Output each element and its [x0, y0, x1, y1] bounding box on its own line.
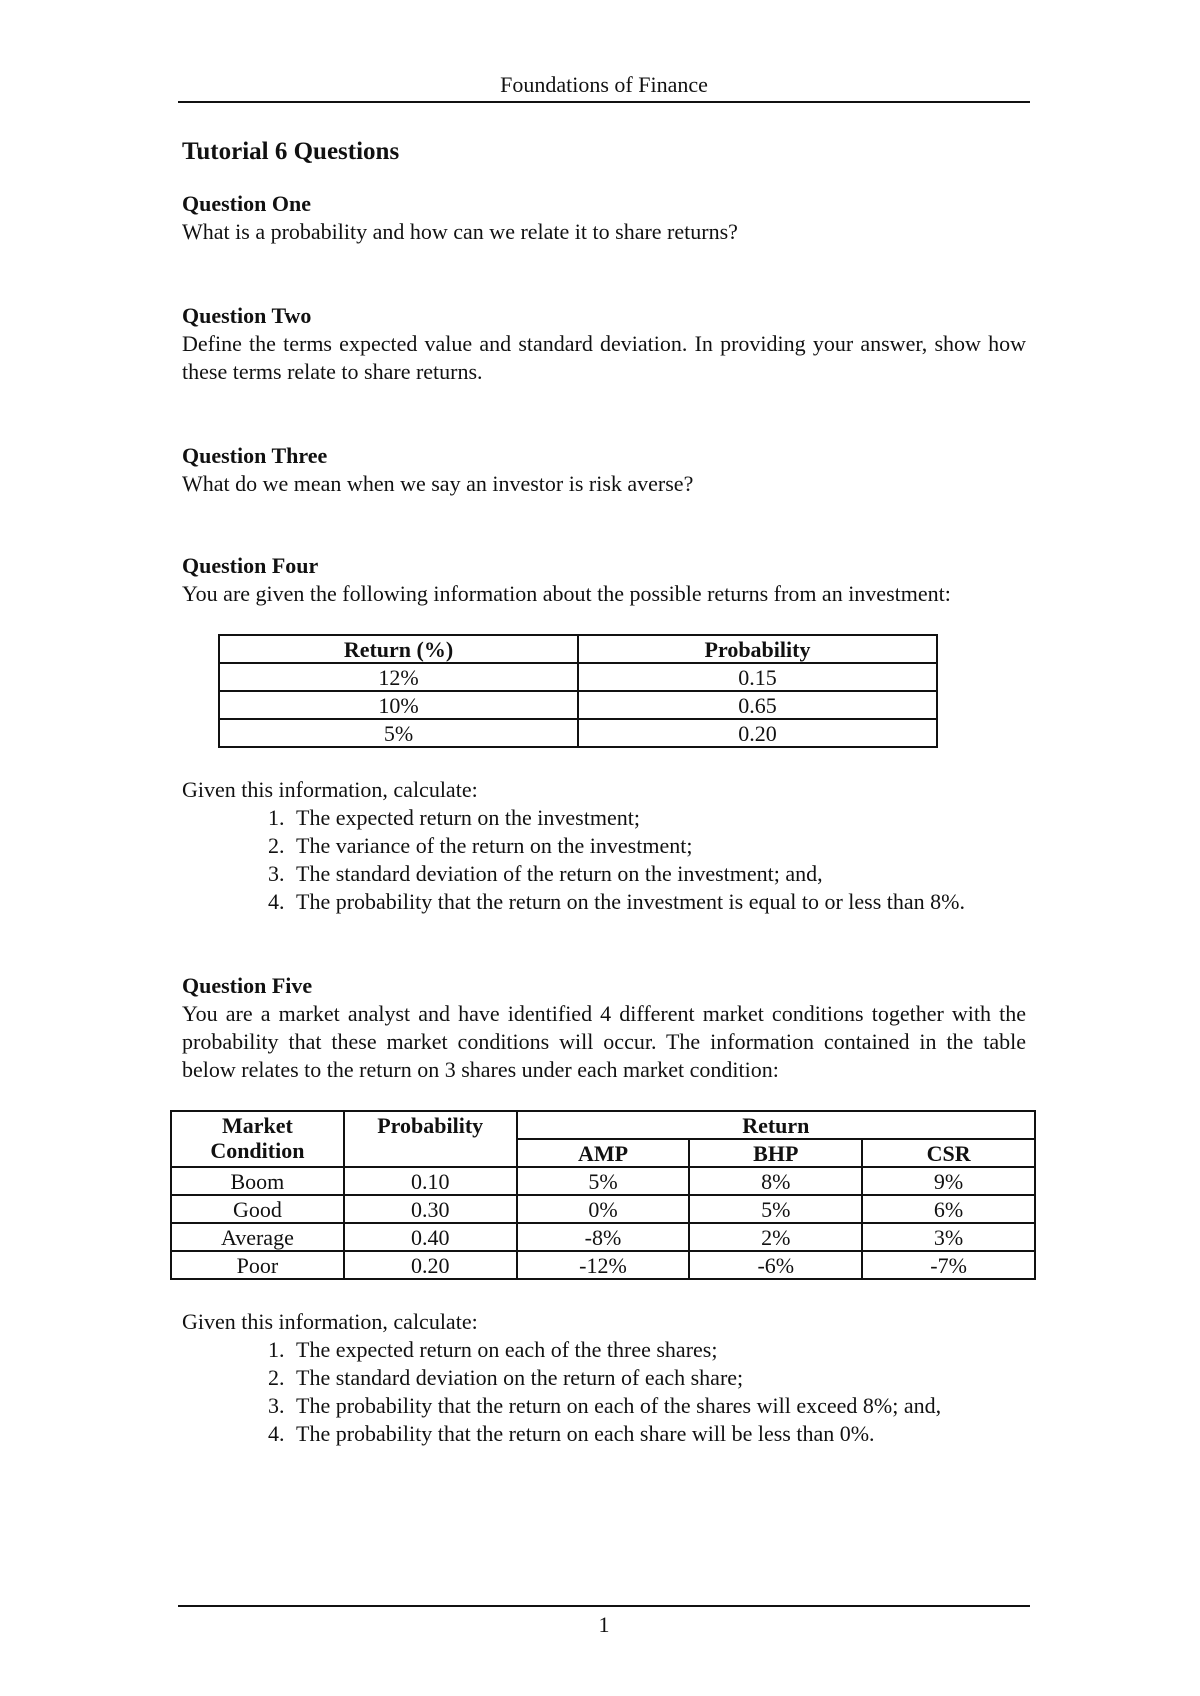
table-cell: 3% [862, 1223, 1035, 1251]
footer-rule [178, 1605, 1030, 1607]
table-row [219, 719, 937, 747]
question-five [182, 972, 1026, 1448]
question-title: Question Three [182, 443, 328, 468]
list-item: 3. The standard deviation of the return on the investment; and, [290, 860, 1026, 888]
running-header: Foundations of Finance [500, 72, 708, 97]
market-conditions-table [170, 1110, 1036, 1280]
table-header-cell: BHP [689, 1139, 862, 1167]
table-cell: 0.20 [344, 1251, 517, 1279]
list-item: 3. The probability that the return on each of the shares will exceed 8%; and, [290, 1392, 1026, 1420]
page-content [182, 132, 1026, 1448]
question-title: Question Two [182, 303, 312, 328]
table-row [171, 1167, 1035, 1195]
table-cell: 6% [862, 1195, 1035, 1223]
table-cell: 0% [517, 1195, 690, 1223]
question-title: Question One [182, 191, 311, 216]
task-list [182, 1336, 1026, 1448]
question-text: Define the terms expected value and standard deviation. In providing your answer, show how these terms relate to share returns. [182, 331, 1026, 384]
question-two [182, 302, 1026, 386]
page-title: Tutorial 6 Questions [182, 138, 400, 165]
table-cell: Poor [171, 1251, 344, 1279]
table-header-cell: Return (%) [219, 635, 578, 663]
table-cell: 0.30 [344, 1195, 517, 1223]
table-header-cell: Probability [344, 1111, 517, 1167]
table-row [171, 1223, 1035, 1251]
page-number: 1 [598, 1612, 610, 1637]
table-cell: 5% [517, 1167, 690, 1195]
question-one [182, 190, 1026, 246]
table-cell: 0.10 [344, 1167, 517, 1195]
question-text: What do we mean when we say an investor is risk averse? [182, 471, 694, 496]
task-list [182, 804, 1026, 916]
table-cell: -6% [689, 1251, 862, 1279]
question-title: Question Four [182, 553, 319, 578]
table-cell: -7% [862, 1251, 1035, 1279]
table-cell: 2% [689, 1223, 862, 1251]
list-item: 4. The probability that the return on the investment is equal to or less than 8%. [290, 888, 1026, 916]
table-cell: 12% [219, 663, 578, 691]
returns-table [218, 634, 938, 748]
table-cell: 9% [862, 1167, 1035, 1195]
table-header-cell: Market Condition [171, 1111, 344, 1167]
list-item: 4. The probability that the return on each share will be less than 0%. [290, 1420, 1026, 1448]
question-four [182, 552, 1026, 916]
list-item: 2. The standard deviation on the return of each share; [290, 1364, 1026, 1392]
list-item: 1. The expected return on each of the three shares; [290, 1336, 1026, 1364]
instruction-text: Given this information, calculate: [182, 777, 478, 802]
table-header-row [219, 635, 937, 663]
table-cell: 10% [219, 691, 578, 719]
table-cell: Boom [171, 1167, 344, 1195]
table-cell: 5% [689, 1195, 862, 1223]
question-title: Question Five [182, 973, 313, 998]
table-row [171, 1251, 1035, 1279]
instruction-text: Given this information, calculate: [182, 1309, 478, 1334]
table-header-row [171, 1111, 1035, 1139]
header-rule [178, 101, 1030, 103]
table-cell: 0.20 [578, 719, 937, 747]
table-cell: 0.40 [344, 1223, 517, 1251]
table-row [219, 691, 937, 719]
table-header-cell: Probability [578, 635, 937, 663]
table-cell: Average [171, 1223, 344, 1251]
table-header-cell: CSR [862, 1139, 1035, 1167]
question-text: What is a probability and how can we relate it to share returns? [182, 219, 738, 244]
list-item: 1. The expected return on the investment; [290, 804, 1026, 832]
table-row [171, 1195, 1035, 1223]
table-cell: -12% [517, 1251, 690, 1279]
table-header-cell: Return [517, 1111, 1035, 1139]
table-cell: 5% [219, 719, 578, 747]
table-cell: 0.65 [578, 691, 937, 719]
table-cell: 0.15 [578, 663, 937, 691]
table-cell: -8% [517, 1223, 690, 1251]
table-row [219, 663, 937, 691]
question-three [182, 442, 1026, 498]
table-cell: 8% [689, 1167, 862, 1195]
table-header-cell: AMP [517, 1139, 690, 1167]
question-text: You are a market analyst and have identified 4 different market conditions together with the probability that these market conditions will occur. The information contained in the table below relates to the return on 3 shares under each market condition: [182, 1001, 1026, 1082]
list-item: 2. The variance of the return on the investment; [290, 832, 1026, 860]
question-text: You are given the following information about the possible returns from an investment: [182, 581, 951, 606]
table-cell: Good [171, 1195, 344, 1223]
